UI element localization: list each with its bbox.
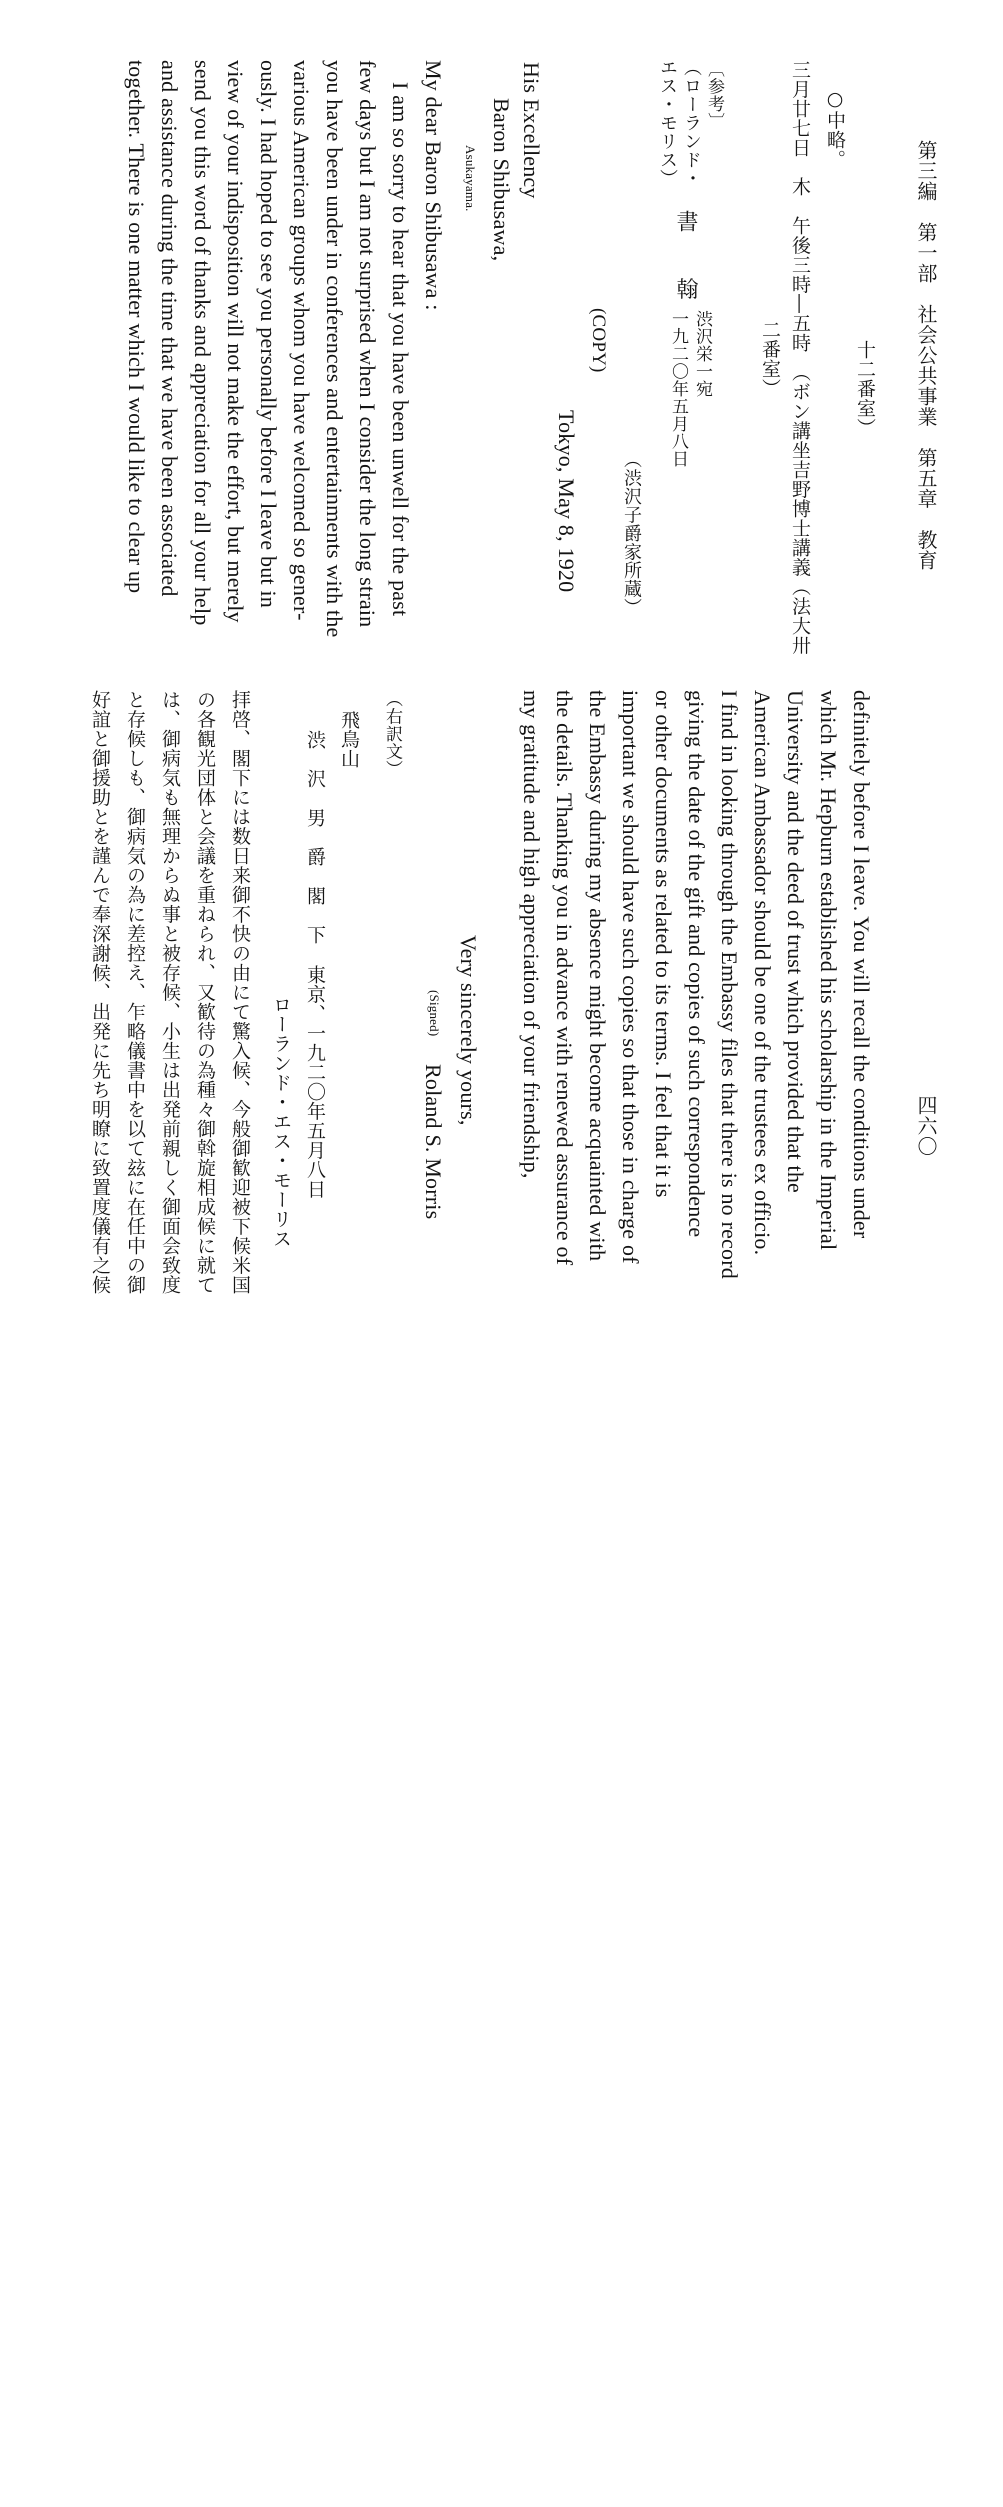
letter-line: send you this word of thanks and appreciation for all your help xyxy=(190,60,215,626)
reference-label: 〔参考〕 xyxy=(704,60,724,130)
place-date: Tokyo, May 8, 1920 xyxy=(554,410,579,593)
letter-line: which Mr. Hepburn established his scholarship in the Imperial xyxy=(816,690,841,1251)
jp-letter-line: の各観光団体と会議を重ねられ、又歓待の為種々御斡旋相成候に就て xyxy=(194,690,216,1295)
jp-sender: ローランド・エス・モーリス xyxy=(270,995,292,1249)
addressee-line-1: His Excellency xyxy=(519,62,544,199)
room-line: 十二番室） xyxy=(854,340,876,438)
letter-line: important we should have such copies so that those in charge of xyxy=(618,690,643,1264)
letter-line: together. There is one matter which I would like to clear up xyxy=(124,60,149,594)
addressee-line-3: Asukayama. xyxy=(463,145,478,212)
omission-mark: ○中略。 xyxy=(824,88,846,169)
letter-line: University and the deed of trust which provided that the xyxy=(783,690,808,1194)
lecture-line-1: 三月廿七日 木 午後三時―五時 （ボン講坐吉野博士講義（法大卅 xyxy=(789,60,811,655)
letter-line: various American groups whom you have welcomed so gener- xyxy=(289,60,314,621)
letter-line: view of your indisposition will not make the effort, but merely xyxy=(223,60,248,623)
letter-line: or other documents as related to its terms. I feel that it is xyxy=(651,690,676,1198)
letter-line: giving the date of the gift and copies of such correspondence xyxy=(684,690,709,1238)
letter-line: the Embassy during my absence might become acquainted with xyxy=(585,690,610,1262)
letter-line: and assistance during the time that we have been associated xyxy=(157,60,182,597)
reference-kind: 書 翰 xyxy=(673,210,698,300)
letter-line: definitely before I leave. You will recall the conditions under xyxy=(849,690,874,1239)
reference-name-1: （ローランド・ xyxy=(681,58,702,188)
addressee-line-2: Baron Shibusawa, xyxy=(489,98,514,262)
letter-line: I find in looking through the Embassy files that there is no record xyxy=(717,690,742,1279)
letter-line: ously. I had hoped to see you personally before I leave but in xyxy=(256,60,281,608)
collection-note: （渋沢子爵家所蔵） xyxy=(621,450,642,617)
jp-date: 東京、一九二〇年五月八日 xyxy=(304,965,326,1199)
signature: Roland S. Morris xyxy=(421,1064,446,1220)
lecture-line-2: 二番室） xyxy=(759,320,781,398)
page-number: 四六〇 xyxy=(914,1095,938,1157)
letter-line: American Ambassador should be one of the trustees ex officio. xyxy=(750,690,775,1256)
closing: Very sincerely yours, xyxy=(456,935,481,1126)
running-title: 第三編 第一部 社会公共事業 第五章 教育 xyxy=(914,140,938,571)
jp-letter-line: 拝啓、閣下には数日来御不快の由にて驚入候、今般御歓迎被下候米国 xyxy=(229,690,251,1295)
jp-letter-line: 好誼と御援助とを謹んで奉深謝候、出発に先ち明瞭に致置度儀有之候 xyxy=(89,690,111,1295)
jp-letter-line: と存候しも、御病気の為に差控え、乍略儀書中を以て玆に在任中の御 xyxy=(124,690,146,1295)
letter-line: my gratitude and high appreciation of your friendship, xyxy=(519,690,544,1179)
letter-line: few days but I am not surprised when I consider the long strain xyxy=(355,60,380,628)
reference-date: 一九二〇年五月八日 xyxy=(668,310,688,468)
reference-addressee: 渋沢栄一宛 xyxy=(692,310,712,398)
translation-label: （右訳文） xyxy=(382,690,402,778)
copy-label: (COPY) xyxy=(588,308,609,373)
letter-line: you have been under in conferences and entertainments with the xyxy=(322,60,347,638)
reference-name-2: エス・モリス） xyxy=(657,58,678,188)
jp-addressee: 渋 沢 男 爵 閣 下 xyxy=(304,730,326,945)
salutation: My dear Baron Shibusawa : xyxy=(421,60,446,311)
jp-place: 飛鳥山 xyxy=(338,710,360,769)
letter-line: the details. Thanking you in advance with renewed assurance of xyxy=(552,690,577,1266)
jp-letter-line: は、御病気も無理からぬ事と被存候、小生は出発前親しく御面会致度 xyxy=(159,690,181,1295)
signed-label: (Signed) xyxy=(427,990,442,1037)
letter-line: I am so sorry to hear that you have been unwell for the past xyxy=(388,82,413,617)
